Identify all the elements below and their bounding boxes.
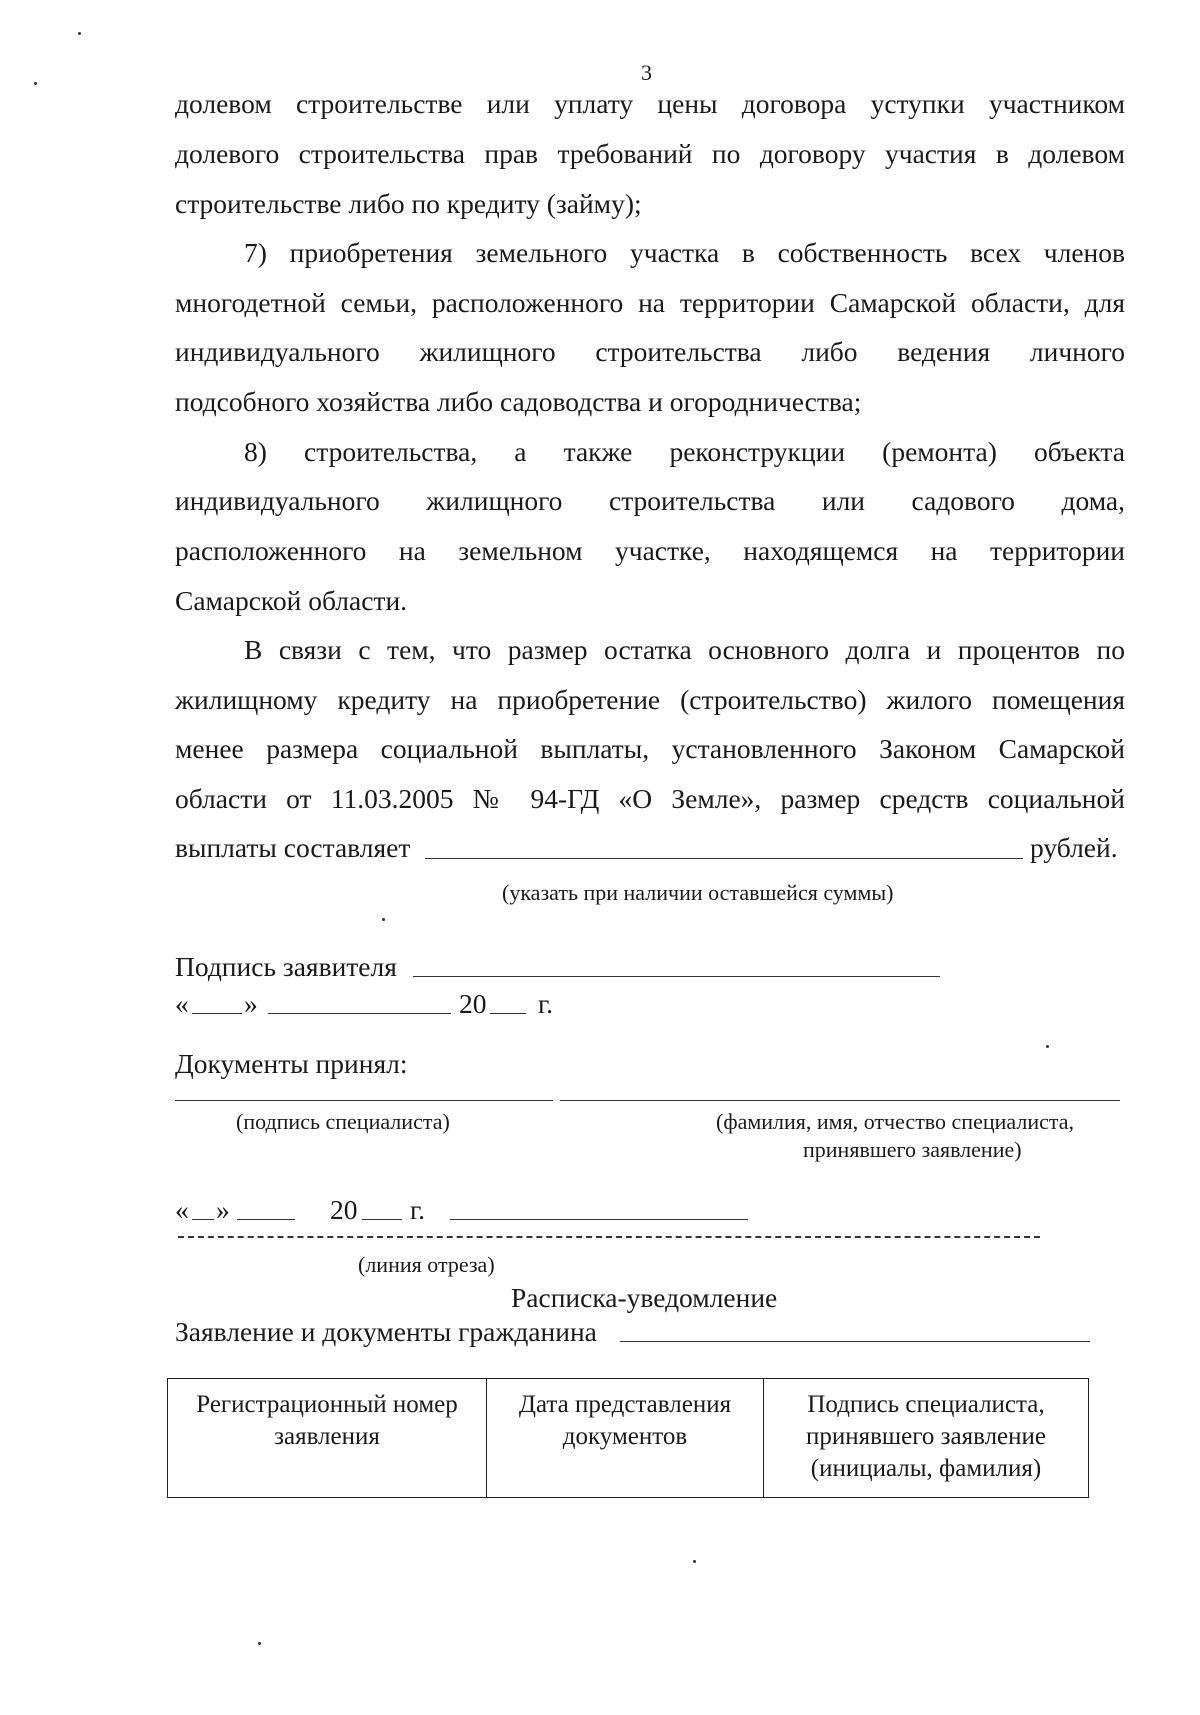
receipt-header-cell-line: документов xyxy=(562,1423,688,1450)
para-svyaz-line-1: В связи с тем, что размер остатка основного долга и процентов по xyxy=(244,634,1125,665)
receipt-table xyxy=(167,1378,1089,1498)
receipt-citizen-name-field[interactable] xyxy=(620,1341,1090,1342)
sign-date-year-suffix: г. xyxy=(538,988,554,1019)
receipt-header-cell-line: принявшего заявление xyxy=(805,1423,1047,1450)
accept-date-close-quote: » xyxy=(216,1194,230,1225)
page-number: 3 xyxy=(641,60,652,85)
paragraph-cont-line-1: долевом строительстве или уплату цены договора уступки участником xyxy=(175,88,1125,119)
receipt-header-cell-line: Регистрационный номер xyxy=(196,1391,458,1418)
sign-date-day-field[interactable] xyxy=(192,1013,242,1014)
sign-date-year-prefix: 20 xyxy=(459,988,487,1019)
item7-line-2: многодетной семьи, расположенного на территории Самарской области, для xyxy=(175,287,1125,318)
specialist-signature-field[interactable] xyxy=(175,1100,553,1101)
documents-accepted-label: Документы принял: xyxy=(175,1048,408,1079)
accept-date-year-field[interactable] xyxy=(362,1219,402,1220)
specialist-signature-caption: (подпись специалиста) xyxy=(236,1109,450,1134)
item7-line-3: индивидуального жилищного строительства либо ведения личного xyxy=(175,336,1125,367)
specialist-name-caption-1: (фамилия, имя, отчество специалиста, xyxy=(716,1109,1075,1134)
scan-speck xyxy=(78,32,81,35)
sign-date-open-quote: « xyxy=(175,988,189,1019)
receipt-header-submission-date xyxy=(487,1379,764,1498)
receipt-header-cell-line: Подпись специалиста, xyxy=(807,1391,1045,1418)
accept-date-open-quote: « xyxy=(175,1194,189,1225)
item7-line-4: подсобного хозяйства либо садоводства и огородничества; xyxy=(175,386,862,417)
payment-suffix: рублей. xyxy=(1030,832,1118,863)
paragraph-cont-line-2: долевого строительства прав требований по договору участия в долевом xyxy=(175,138,1125,169)
item8-line-1: 8) строительства, а также реконструкции (ремонта) объекта xyxy=(244,436,1125,467)
payment-hint: (указать при наличии оставшейся суммы) xyxy=(502,880,894,905)
accept-date-year-suffix: г. xyxy=(410,1194,426,1225)
para-svyaz-line-2: жилищному кредиту на приобретение (строительство) жилого помещения xyxy=(175,684,1125,715)
sign-date-year-field[interactable] xyxy=(490,1013,526,1014)
receipt-header-cell-line: Дата представления xyxy=(518,1391,732,1418)
accept-date-year-prefix: 20 xyxy=(330,1194,358,1225)
receipt-table-row xyxy=(168,1379,1089,1498)
accept-date-month-field[interactable] xyxy=(237,1219,295,1220)
item8-line-4: Самарской области. xyxy=(175,585,408,616)
applicant-signature-label: Подпись заявителя xyxy=(175,951,397,982)
paragraph-cont-line-3: строительстве либо по кредиту (займу); xyxy=(175,188,642,219)
payment-amount-field[interactable] xyxy=(425,858,1023,859)
receipt-header-specialist-signature xyxy=(764,1379,1089,1498)
scan-speck xyxy=(258,1642,261,1645)
scan-speck xyxy=(1046,1045,1049,1048)
cut-line xyxy=(178,1236,1040,1238)
item7-line-1: 7) приобретения земельного участка в собственность всех членов xyxy=(244,237,1125,268)
scan-speck xyxy=(382,918,385,921)
para-svyaz-line-4: области от 11.03.2005 № 94-ГД «О Земле», размер средств социальной xyxy=(175,783,1125,814)
specialist-name-caption-2: принявшего заявление) xyxy=(803,1137,1022,1162)
item8-line-2: индивидуального жилищного строительства или садового дома, xyxy=(175,485,1125,516)
item8-line-3: расположенного на земельном участке, находящемся на территории xyxy=(175,535,1125,566)
receipt-header-cell-line: заявления xyxy=(274,1423,380,1450)
scan-speck xyxy=(693,1560,696,1563)
specialist-name-field[interactable] xyxy=(560,1100,1120,1101)
receipt-header-cell-line: (инициалы, фамилия) xyxy=(810,1455,1042,1482)
receipt-title: Расписка-уведомление xyxy=(511,1282,778,1313)
sign-date-month-field[interactable] xyxy=(268,1013,451,1014)
cut-line-caption: (линия отреза) xyxy=(358,1252,495,1277)
payment-prefix: выплаты составляет xyxy=(175,832,411,863)
para-svyaz-line-3: менее размера социальной выплаты, установленного Законом Самарской xyxy=(175,733,1125,764)
sign-date-close-quote: » xyxy=(244,988,258,1019)
accept-signature-field[interactable] xyxy=(450,1219,748,1220)
accept-date-day-field[interactable] xyxy=(192,1219,214,1220)
applicant-signature-field[interactable] xyxy=(413,976,940,977)
receipt-header-registration-number xyxy=(168,1379,487,1498)
receipt-citizen-label: Заявление и документы гражданина xyxy=(175,1316,597,1347)
scan-speck xyxy=(34,82,37,85)
